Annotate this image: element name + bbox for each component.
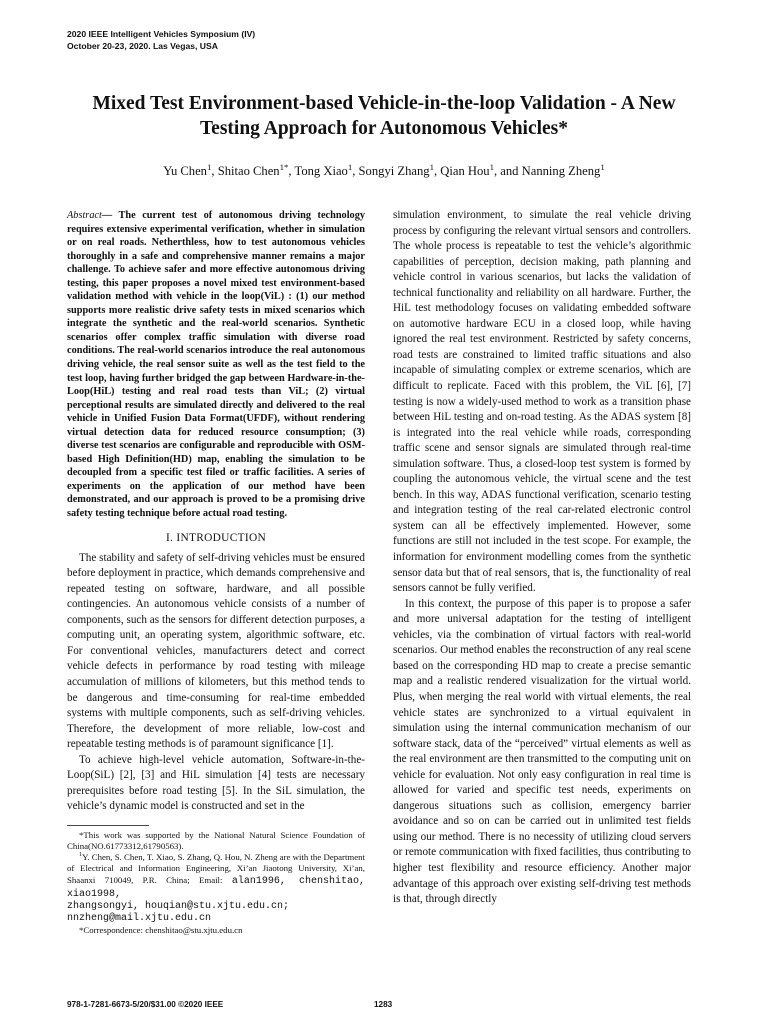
right-paragraph-2: In this context, the purpose of this paper is to propose a safer and more universal adaptation for the testing of intelligent vehicles, via the combination of virtual factors with real-world scenarios. Our method enables the reconstruction of any real scene based on the corresponding HD map to create a precise semantic map and a realistic rendered visualization for the virtual world. Plus, when merging the real world with virtual elements, the real vehicle states are synchronized to a virtual equivalent in simulation using the internal communication mechanism of our software stack, data of the “perceived” virtual elements as well as the real environment are then transmitted to the computing unit on vehicle for evaluation. Not only easy configuration in real time is allowed for varied and specific test needs, experiments on dangerous situations such as collision, emergency barrier avoidance and so on can be carried out in unlimited test fields using our method. There is no necessity of utilizing cloud servers or remote communication with fixed facilities, thus contributing to higher test flexibility and resource efficiency. Another major advantage of this approach over existing self-driving test methods is that, through directly (393, 597, 691, 906)
title-line-2: Testing Approach for Autonomous Vehicles* (199, 118, 569, 139)
email-line-1: alan1996, chenshitao, xiao1998, (67, 875, 365, 900)
title-line-1: Mixed Test Environment-based Vehicle-in-the-loop Validation - A New (92, 93, 676, 114)
author-separator: , (211, 164, 218, 178)
email-line-3: nnzheng@mail.xjtu.edu.cn (67, 912, 212, 924)
conference-header (67, 28, 255, 52)
right-column (393, 208, 691, 908)
abstract (67, 209, 365, 521)
author-name: Nanning Zheng (521, 164, 601, 178)
author-affiliation-mark: 1* (279, 161, 289, 172)
author-name: Songyi Zhang (358, 164, 430, 178)
author-name: Shitao Chen (217, 164, 280, 178)
abstract-dash: — (101, 210, 119, 221)
paper-title (50, 91, 718, 141)
email-line-2: zhangsongyi, houqian@stu.xjtu.edu.cn; (67, 900, 290, 912)
author-separator: , (433, 164, 441, 178)
conference-line-2: October 20-23, 2020. Las Vegas, USA (67, 41, 218, 51)
abstract-label: Abstract (67, 210, 102, 221)
author-name: Tong Xiao (294, 164, 348, 178)
page-number: 1283 (374, 1000, 393, 1009)
author-affiliation-mark: 1 (600, 161, 605, 172)
footnote-affiliation (67, 852, 365, 900)
footnote-funding: *This work was supported by the National Natural Science Foundation of China(NO.61773312,61790563). (67, 829, 365, 852)
intro-paragraph-1: The stability and safety of self-driving vehicles must be ensured before deployment in practice, which demands comprehensive and repeated testing on software, hardware, and all possible contingencies. An autonomous vehicle consists of a number of components, such as the sensors for different detection purposes, a computing unit, an operating system, algorithmic software, etc. For conventional vehicles, manufacturers detect and correct vehicle defects in performance by road testing with mileage accumulation of millions of kilometers, but this method tends to be dangerous and time-consuming for real-time embedded systems with multiple components, such as self-driving vehicles. Therefore, the development of more reliable, low-cost and repeatable testing methods is of paramount significance [1]. (67, 551, 365, 751)
author-separator: , (352, 164, 359, 178)
intro-paragraph-2: To achieve high-level vehicle automation, Software-in-the-Loop(SiL) [2], [3] and HiL simulation [4] tests are necessary prerequisites before road testing [5]. In the SiL simulation, the vehicle’s dynamic model is constructed and set in the (67, 753, 365, 813)
author-affiliation-mark: 1 (206, 161, 212, 172)
footnote-divider (67, 825, 149, 826)
author-separator: , (288, 164, 295, 178)
affiliation-superscript: 1 (79, 852, 83, 859)
author-affiliation-mark: 1 (347, 161, 353, 172)
conference-line-1: 2020 IEEE Intelligent Vehicles Symposium (IV) (67, 29, 256, 39)
section-heading-introduction: I. INTRODUCTION (165, 531, 267, 544)
left-column (67, 209, 365, 936)
footnote-correspondence: *Correspondence: chenshitao@stu.xjtu.edu.cn (79, 924, 243, 935)
author-affiliation-mark: 1 (489, 161, 494, 172)
isbn-copyright: 978-1-7281-6673-5/20/$31.00 ©2020 IEEE (67, 1000, 224, 1009)
author-list (50, 163, 718, 179)
abstract-text: The current test of autonomous driving technology requires extensive experimental verification, whether in simulation or on real roads. Netherthless, how to test autonomous vehicles thoroughly in a safe and comprehensive manner remains a major challenge. To achieve safer and more effective autonomous driving testing, this paper proposes a novel mixed test environment-based validation method with vehicle in the loop(ViL) : (1) our method supports more realistic drive safety tests in mixed scenarios which integrate the synthetic and the real-world scenarios. Synthetic scenarios offer complex traffic simulation with diverse road conditions. The real-world scenarios introduce the real autonomous driving vehicle, the real sensor suite as well as the test field to the test loop, having further bridged the gap between Hardware-in-the-Loop(HiL) testing and real road tests than ViL; (2) virtual perceptional results are simulated directly and delivered to the real vehicle in Unified Fusion Data Format(UFDF), without rendering virtual detection data for reduced resource consumption; (3) diverse test scenarios are configurable and reproducible with OSM-based High Definition(HD) map, enabling the simulation to be decoupled from a specific test filed or traffic facilities. A series of experiments on the application of our method have been demonstrated, and our approach is proved to be a promising drive safety testing technique before actual road testing. (67, 210, 365, 520)
author-affiliation-mark: 1 (429, 161, 434, 172)
right-paragraph-1: simulation environment, to simulate the real vehicle driving process by configuring the relevant virtual sensors and controllers. The whole process is repeatable to test the vehicle’s algorithmic capabilities of perception, decision making, path planning and vehicle control in various scenarios, but lacks the validation of technical functionality and reliability on all hardware. Further, the HiL test methodology focuses on validating embedded software on automotive hardware ECU in a closed loop, while having ignored the real test environment. Restricted by safety concerns, road tests are constrained to limited traffic situations and also incapable of simulating complex or extreme scenarios, which are difficult to replicate. Faced with this problem, the ViL [6], [7] testing is now a widely-used method to work as a transition phase between HiL testing and on-road testing. As the ADAS system [8] is integrated into the real vehicle while roads, corresponding traffic scene and sensor signals are simulated through real-time simulation software. Thus, a closed-loop test system is formed by coupling the autonomous vehicle, the virtual scene and the test bench. In this way, ADAS functional verification, scenario testing and integration testing of the real car-related electronic control system can all be effectively implemented. However, some functions are still not included in the test scope. For example, the information for environment modelling comes from the synthetic sensor data but that of real sensors, that is, the functionality of real sensors cannot be fully verified. (393, 209, 691, 595)
affiliation-text: Y. Chen, S. Chen, T. Xiao, S. Zhang, Q. Hou, N. Zheng are with the Department of Electrical and Information Engineering, Xi’an Jiaotong University, Xi’an, Shaanxi 710049, P.R. China; Email: (67, 852, 365, 885)
author-separator: , and (494, 164, 522, 178)
author-name: Qian Hou (440, 164, 490, 178)
author-name: Yu Chen (163, 164, 207, 178)
